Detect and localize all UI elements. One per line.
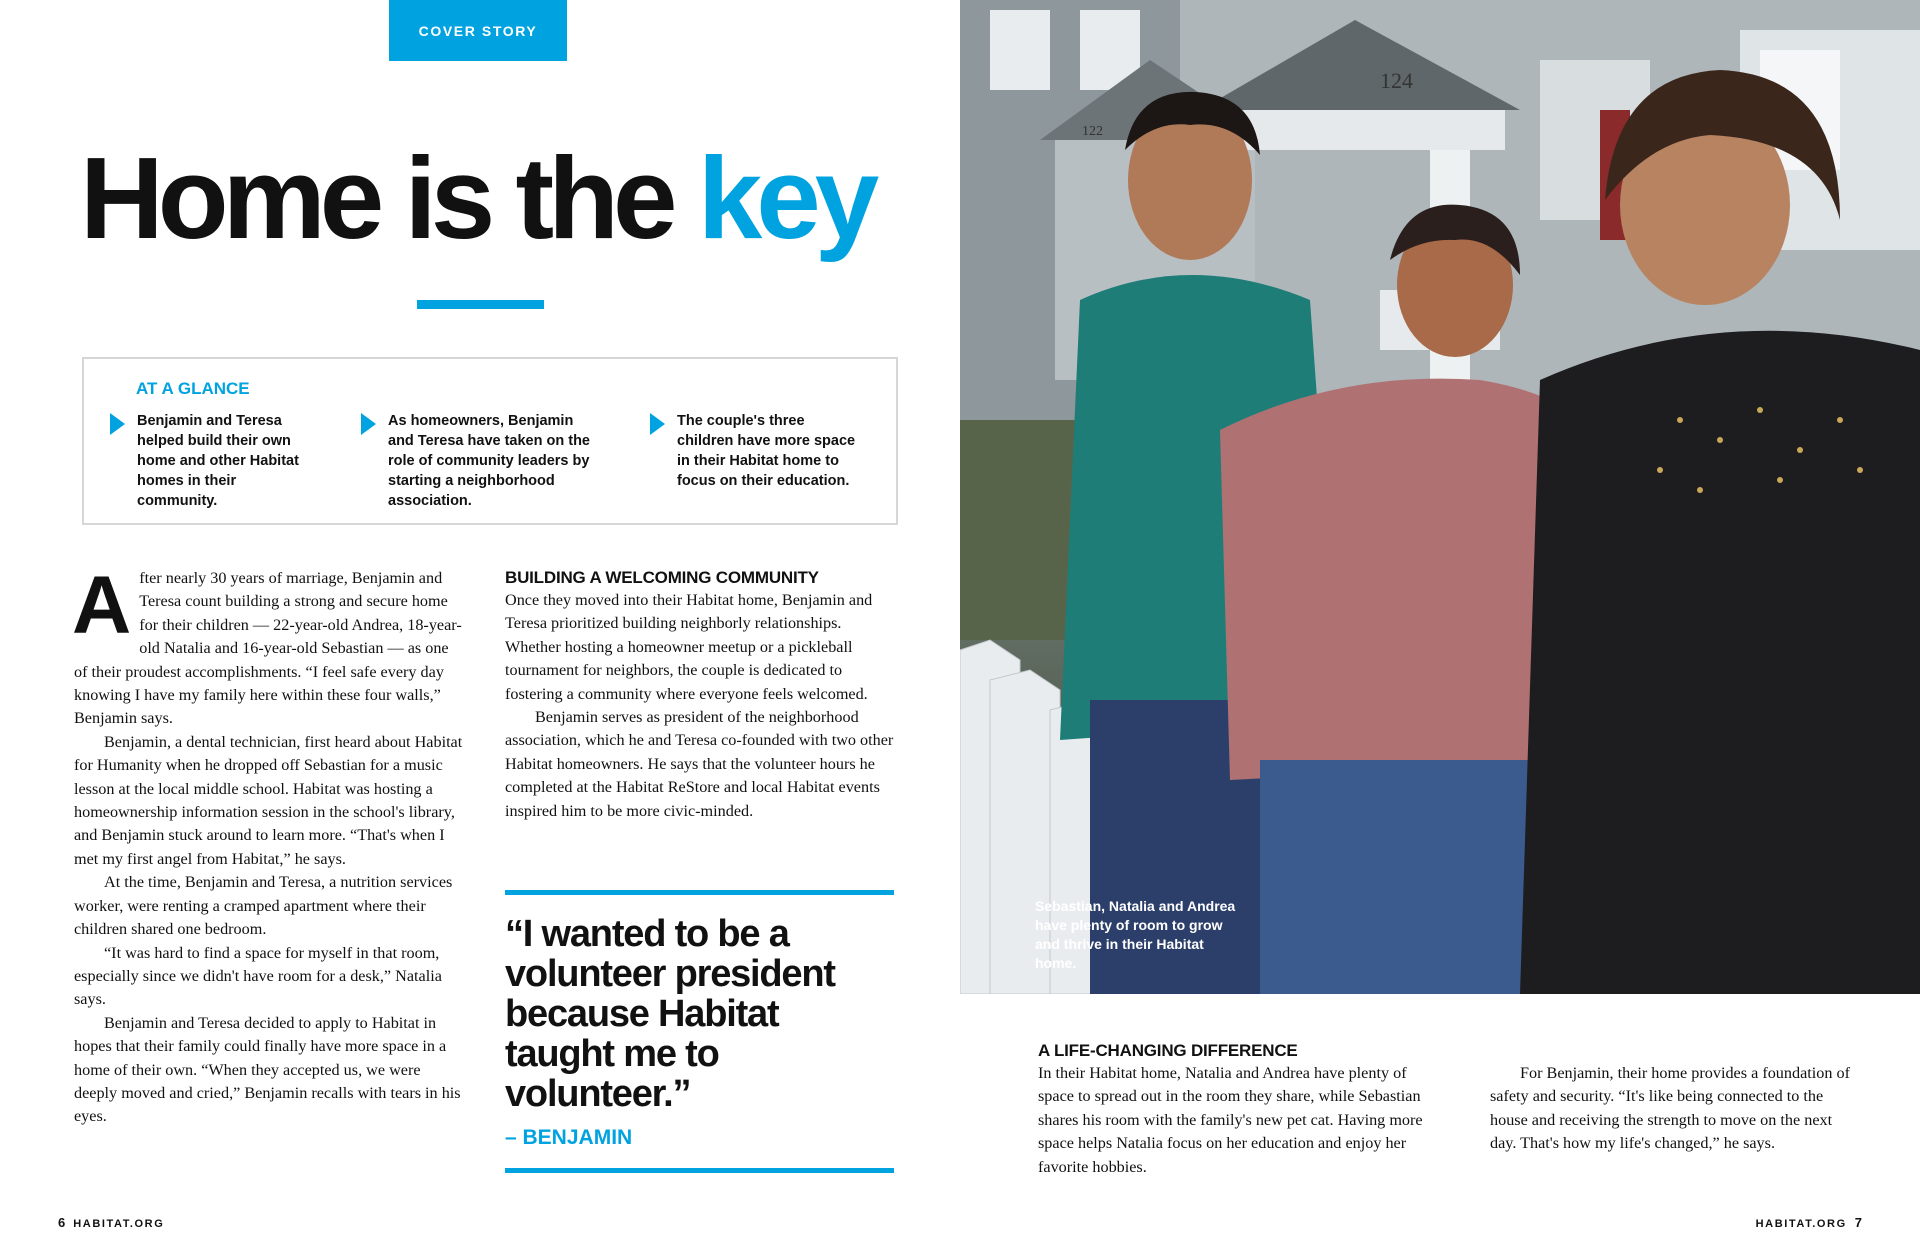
at-a-glance-box: [82, 357, 898, 525]
article-column-1: [72, 560, 464, 1129]
headline: [80, 133, 874, 263]
left-page-number: 6: [58, 1215, 66, 1230]
right-page-number: 7: [1854, 1215, 1862, 1230]
glance-title: AT A GLANCE: [136, 379, 250, 398]
pull-quote: “I wanted to be a volunteer president because Habitat taught me to volunteer.”: [505, 913, 835, 1115]
headline-rule: [417, 300, 544, 309]
article-paragraph: For Benjamin, their home provides a foundation of safety and security. “It's like being connected to the house and receiving the strength to move on the next day. That's how my life's changed,” he says.: [1490, 1064, 1850, 1153]
subhead-building-community: BUILDING A WELCOMING COMMUNITY: [505, 568, 819, 587]
headline-main: Home is the: [80, 133, 698, 263]
article-paragraph: “It was hard to find a space for myself in that room, especially since we didn't have room for a desk,” Natalia says.: [74, 943, 442, 1009]
photo-caption: Sebastian, Natalia and Andrea have plenty of room to grow and thrive in their Habitat home.: [1035, 898, 1236, 971]
glance-item: [677, 411, 857, 491]
article-column-2: [505, 567, 897, 823]
glance-item-text: Benjamin and Teresa helped build their own home and other Habitat homes in their community.: [137, 413, 299, 509]
house-number-122: 122: [1082, 124, 1103, 139]
right-footer-site: HABITAT.ORG: [1755, 1218, 1847, 1230]
pull-quote-bottom-rule: [505, 1168, 894, 1173]
article-paragraph: Once they moved into their Habitat home, Benjamin and Teresa prioritized building neighborly relationships. Whether hosting a homeowner meetup or a pickleball tournament for neighbors, the couple is dedicated to fostering a community where everyone feels welcomed.: [505, 591, 873, 703]
article-paragraph: In their Habitat home, Natalia and Andrea have plenty of space to spread out in the room they share, while Sebastian shares his room with the family's new pet cat. Having more space helps Natalia focus on her education and enjoy her favorite hobbies.: [1038, 1064, 1423, 1176]
article-paragraph: Benjamin, a dental technician, first heard about Habitat for Humanity when he dropped off Sebastian for a music lesson at the local middle school. Habitat was hosting a homeownership information session in the school's library, and Benjamin stuck around to learn more. “That's when I met my first angel from Habitat,” he says.: [74, 732, 463, 868]
left-footer-site: HABITAT.ORG: [73, 1218, 165, 1230]
right-folio: [1756, 1215, 1862, 1230]
pull-quote-attribution: – BENJAMIN: [505, 1126, 633, 1149]
article-column-4: [1490, 1062, 1850, 1156]
pull-quote-top-rule: [505, 890, 894, 895]
headline-accent: key: [697, 133, 874, 263]
article-paragraph: At the time, Benjamin and Teresa, a nutrition services worker, were renting a cramped apartment where their children shared one bedroom.: [74, 873, 453, 939]
glance-item-text: As homeowners, Benjamin and Teresa have taken on the role of community leaders by starting a neighborhood association.: [388, 413, 590, 509]
glance-item: [137, 411, 317, 511]
section-tab: COVER STORY: [389, 0, 567, 61]
people-silhouettes: [960, 0, 1920, 994]
subhead-life-changing: A LIFE-CHANGING DIFFERENCE: [1038, 1041, 1298, 1060]
triangle-bullet-icon: [650, 413, 665, 435]
article-paragraph: After nearly 30 years of marriage, Benjamin and Teresa count building a strong and secure home for their children — 22-year-old Andrea, 18-year-old Natalia and 16-year-old Sebastian — as one of their proudest accomplishments. “I feel safe every day knowing I have my family here within these four walls,” Benjamin says.: [72, 560, 462, 728]
drop-cap: A: [72, 560, 132, 651]
triangle-bullet-icon: [110, 413, 125, 435]
glance-item: [388, 411, 596, 511]
left-folio: [58, 1215, 164, 1230]
article-paragraph: Benjamin and Teresa decided to apply to Habitat in hopes that their family could finally have more space in a home of their own. “When they accepted us, we were deeply moved and cried,” Benjamin recalls with tears in his eyes.: [74, 1013, 461, 1126]
article-column-3: [1038, 1040, 1438, 1179]
glance-item-text: The couple's three children have more space in their Habitat home to focus on their education.: [677, 413, 856, 489]
triangle-bullet-icon: [361, 413, 376, 435]
article-paragraph: Benjamin serves as president of the neighborhood association, which he and Teresa co-founded with two other Habitat homeowners. He says that the volunteer hours he completed at the Habitat ReStore and local Habitat events inspired him to be more civic-minded.: [505, 708, 894, 820]
house-number-124: 124: [1380, 68, 1413, 93]
family-photo: [960, 0, 1920, 994]
